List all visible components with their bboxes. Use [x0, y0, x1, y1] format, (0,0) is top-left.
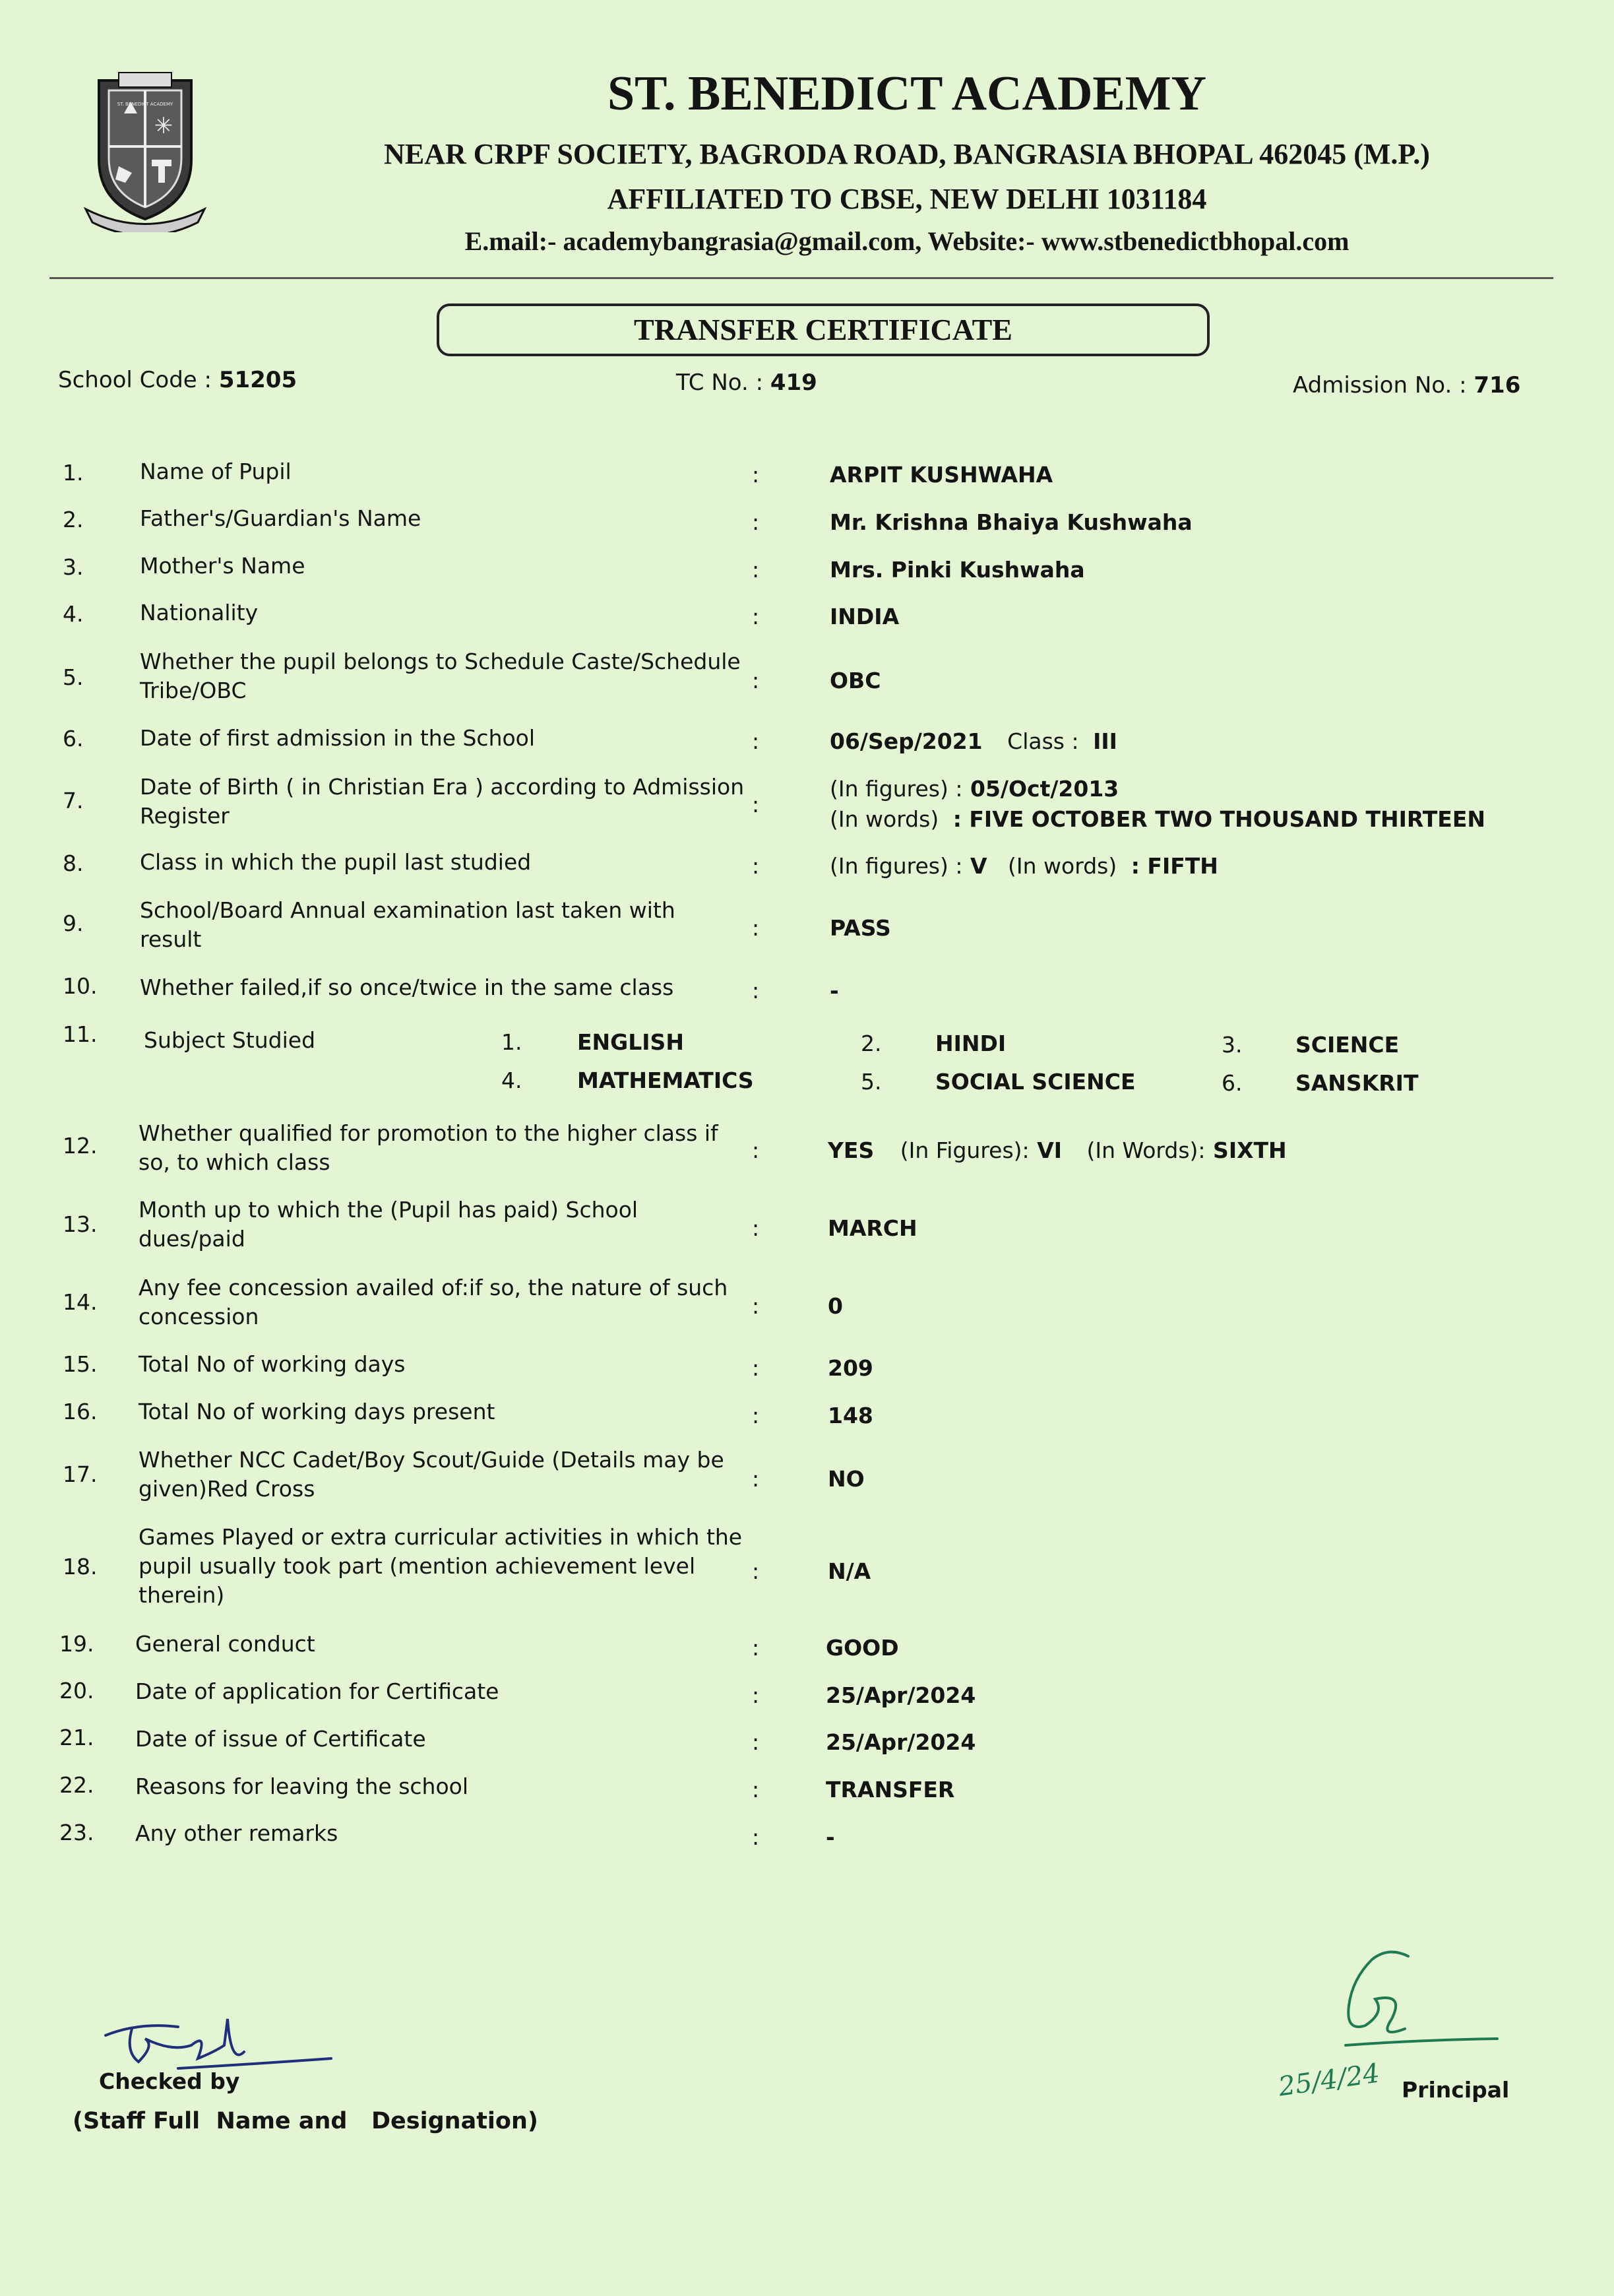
- row-label-cont: Tribe/OBC: [140, 678, 247, 703]
- admission-number-value: 716: [1474, 372, 1521, 399]
- dob-words-label: (In words): [830, 806, 939, 832]
- father-name: Mr. Krishna Bhaiya Kushwaha: [830, 509, 1193, 535]
- row-colon: :: [752, 728, 760, 754]
- last-class-figures-value: V: [970, 853, 987, 879]
- class-label: Class :: [1007, 728, 1079, 754]
- row-colon: :: [752, 1215, 760, 1241]
- row-number: 4.: [63, 601, 84, 627]
- row-colon: :: [752, 1558, 760, 1584]
- row-label-cont: so, to which class: [139, 1149, 330, 1175]
- row-colon: :: [752, 509, 760, 535]
- subject-name: HINDI: [935, 1031, 1007, 1056]
- checked-by-label: Checked by: [99, 2068, 240, 2094]
- subject-name: SCIENCE: [1295, 1032, 1400, 1058]
- promotion-figures-label: (In Figures):: [900, 1137, 1030, 1163]
- subject-number: 6.: [1222, 1070, 1243, 1096]
- row-label: General conduct: [135, 1631, 315, 1657]
- row-label-cont: concession: [139, 1304, 259, 1329]
- row-number: 5.: [63, 664, 84, 690]
- dob-figures: [830, 776, 1119, 802]
- tc-number-value: 419: [770, 369, 817, 396]
- subject-name: SANSKRIT: [1295, 1070, 1419, 1096]
- tc-number: [676, 369, 817, 396]
- conduct-value: GOOD: [826, 1635, 899, 1661]
- row-label: Subject Studied: [144, 1027, 316, 1053]
- promotion-value: YES: [828, 1137, 875, 1163]
- row-number: 20.: [59, 1678, 94, 1704]
- row-label-cont: pupil usually took part (mention achievement level: [139, 1553, 696, 1579]
- row-label: Mother's Name: [140, 553, 305, 579]
- row-label: Total No of working days: [139, 1351, 406, 1377]
- website-address: www.stbenedictbhopal.com: [1041, 226, 1350, 256]
- principal-signature: [1273, 1940, 1510, 2072]
- row-colon: :: [752, 557, 760, 583]
- row-label: Class in which the pupil last studied: [140, 849, 532, 875]
- school-address: NEAR CRPF SOCIETY, BAGRODA ROAD, BANGRASIA BHOPAL 462045 (M.P.): [384, 138, 1430, 170]
- dob-figures-value: 05/Oct/2013: [970, 776, 1119, 802]
- admission-number: [1293, 372, 1520, 399]
- promotion-words-label: (In Words):: [1086, 1137, 1206, 1163]
- row-label-cont: given)Red Cross: [139, 1476, 315, 1502]
- row-label-cont: dues/paid: [139, 1226, 245, 1252]
- row-number: 21.: [59, 1725, 94, 1750]
- subject-number: 5.: [861, 1069, 882, 1095]
- row-colon: :: [752, 1293, 760, 1319]
- school-code: [58, 367, 297, 393]
- school-contact: [251, 226, 1563, 257]
- application-date-value: 25/Apr/2024: [826, 1682, 976, 1708]
- subject-name: SOCIAL SCIENCE: [935, 1069, 1136, 1095]
- row-label: Date of issue of Certificate: [135, 1726, 426, 1752]
- row-label: Date of Birth ( in Christian Era ) according to Admission: [140, 774, 745, 800]
- svg-text:✳: ✳: [154, 113, 173, 139]
- row-number: 8.: [63, 850, 84, 876]
- certificate-title-box: [437, 303, 1210, 356]
- school-affiliation: AFFILIATED TO CBSE, NEW DELHI 1031184: [607, 183, 1207, 215]
- exam-result-value: PASS: [830, 915, 891, 941]
- row-label: Month up to which the (Pupil has paid) School: [139, 1197, 638, 1223]
- principal-sign-date: 25/4/24: [1276, 2058, 1382, 2103]
- admission-date-value: 06/Sep/2021: [830, 728, 983, 754]
- email-address: academybangrasia@gmail.com,: [563, 226, 922, 256]
- days-present-value: 148: [828, 1403, 873, 1428]
- website-label: Website:-: [927, 226, 1035, 256]
- row-number: 17.: [63, 1461, 98, 1487]
- row-colon: :: [752, 915, 760, 941]
- row-label: Games Played or extra curricular activities in which the: [139, 1524, 743, 1550]
- subject-number: 1.: [501, 1029, 522, 1055]
- row-label: Whether failed,if so once/twice in the same class: [140, 974, 674, 1000]
- row-colon: :: [752, 668, 760, 693]
- subject-number: 2.: [861, 1031, 882, 1056]
- subject-number: 4.: [501, 1068, 522, 1093]
- last-class-words-label: (In words): [1008, 853, 1117, 879]
- row-label: Any fee concession availed of:if so, the nature of such: [139, 1275, 728, 1300]
- row-number: 11.: [63, 1021, 98, 1047]
- row-colon: :: [752, 462, 760, 488]
- row-colon: :: [752, 1635, 760, 1661]
- fee-concession-value: 0: [828, 1293, 843, 1319]
- row-number: 6.: [63, 726, 84, 751]
- row-label: Total No of working days present: [139, 1399, 495, 1424]
- row-colon: :: [752, 792, 760, 817]
- last-class-figures-label: (In figures) :: [830, 853, 963, 879]
- school-code-value: 51205: [218, 367, 297, 393]
- school-name: ST. BENEDICT ACADEMY: [607, 67, 1207, 121]
- row-number: 10.: [63, 973, 98, 999]
- working-days-value: 209: [828, 1355, 873, 1381]
- row-number: 14.: [63, 1289, 98, 1315]
- issue-date-value: 25/Apr/2024: [826, 1729, 976, 1755]
- row-colon: :: [752, 1777, 760, 1802]
- row-label: Any other remarks: [135, 1820, 338, 1846]
- row-colon: :: [752, 1682, 760, 1708]
- subject-number: 3.: [1222, 1032, 1243, 1058]
- row-colon: :: [752, 1729, 760, 1755]
- row-colon: :: [752, 604, 760, 629]
- school-code-label: School Code :: [58, 367, 212, 393]
- last-class-words-value: : FIFTH: [1131, 853, 1218, 879]
- tc-number-label: TC No. :: [676, 369, 764, 396]
- leaving-reason-value: TRANSFER: [826, 1777, 955, 1802]
- row-number: 7.: [63, 788, 84, 813]
- row-number: 9.: [63, 910, 84, 936]
- row-colon: :: [752, 1824, 760, 1850]
- row-label: Father's/Guardian's Name: [140, 505, 421, 531]
- promotion-figures-value: VI: [1037, 1137, 1063, 1163]
- dob-words: [830, 806, 1485, 832]
- row-label: Date of application for Certificate: [135, 1678, 499, 1704]
- certificate-title: TRANSFER CERTIFICATE: [634, 313, 1012, 346]
- row-label: Date of first admission in the School: [140, 725, 536, 751]
- ncc-value: NO: [828, 1466, 865, 1492]
- row-number: 12.: [63, 1133, 98, 1159]
- row-colon: :: [752, 1403, 760, 1428]
- row-number: 23.: [59, 1820, 94, 1845]
- row-number: 16.: [63, 1399, 98, 1424]
- dues-paid-value: MARCH: [828, 1215, 917, 1241]
- row-label: Nationality: [140, 600, 259, 625]
- email-label: E.mail:-: [464, 226, 557, 256]
- crest-banner-text: ST. BENEDICT ACADEMY: [117, 102, 173, 107]
- row-label: Whether qualified for promotion to the higher class if: [139, 1120, 718, 1146]
- row-label: School/Board Annual examination last taken with: [140, 897, 675, 923]
- subject-name: ENGLISH: [577, 1029, 684, 1055]
- school-crest: [73, 61, 218, 232]
- promotion: [828, 1137, 1287, 1163]
- failed-value: -: [830, 978, 839, 1004]
- dob-words-value: : FIVE OCTOBER TWO THOUSAND THIRTEEN: [952, 806, 1485, 832]
- row-colon: :: [752, 1466, 760, 1492]
- row-number: 13.: [63, 1211, 98, 1237]
- row-label: Name of Pupil: [140, 459, 292, 484]
- dob-figures-label: (In figures) :: [830, 776, 963, 802]
- row-colon: :: [752, 978, 760, 1004]
- row-number: 19.: [59, 1631, 94, 1657]
- mother-name: Mrs. Pinki Kushwaha: [830, 557, 1085, 583]
- activities-value: N/A: [828, 1558, 871, 1584]
- row-label-cont: therein): [139, 1582, 225, 1608]
- first-admission-date: [830, 728, 1117, 754]
- remarks-value: -: [826, 1824, 835, 1850]
- row-number: 15.: [63, 1351, 98, 1377]
- promotion-words-value: SIXTH: [1213, 1137, 1287, 1163]
- row-number: 2.: [63, 507, 84, 532]
- row-number: 3.: [63, 554, 84, 580]
- row-number: 1.: [63, 460, 84, 486]
- row-label-cont: Register: [140, 803, 230, 829]
- row-colon: :: [752, 853, 760, 879]
- principal-label: Principal: [1402, 2077, 1510, 2103]
- row-label: Whether the pupil belongs to Schedule Caste/Schedule: [140, 649, 741, 674]
- row-number: 18.: [63, 1554, 98, 1579]
- row-number: 22.: [59, 1772, 94, 1798]
- category-value: OBC: [830, 668, 881, 693]
- row-label: Reasons for leaving the school: [135, 1773, 469, 1799]
- last-class: [830, 853, 1218, 879]
- header-divider: [49, 277, 1553, 279]
- pupil-name: ARPIT KUSHWAHA: [830, 462, 1053, 488]
- nationality-value: INDIA: [830, 604, 900, 629]
- class-value: III: [1093, 728, 1117, 754]
- staff-designation-note: (Staff Full Name and Designation): [73, 2108, 538, 2134]
- row-colon: :: [752, 1355, 760, 1381]
- row-label: Whether NCC Cadet/Boy Scout/Guide (Details may be: [139, 1447, 724, 1473]
- admission-number-label: Admission No. :: [1293, 372, 1467, 399]
- row-colon: :: [752, 1137, 760, 1163]
- subject-name: MATHEMATICS: [577, 1068, 754, 1093]
- row-label-cont: result: [140, 926, 202, 952]
